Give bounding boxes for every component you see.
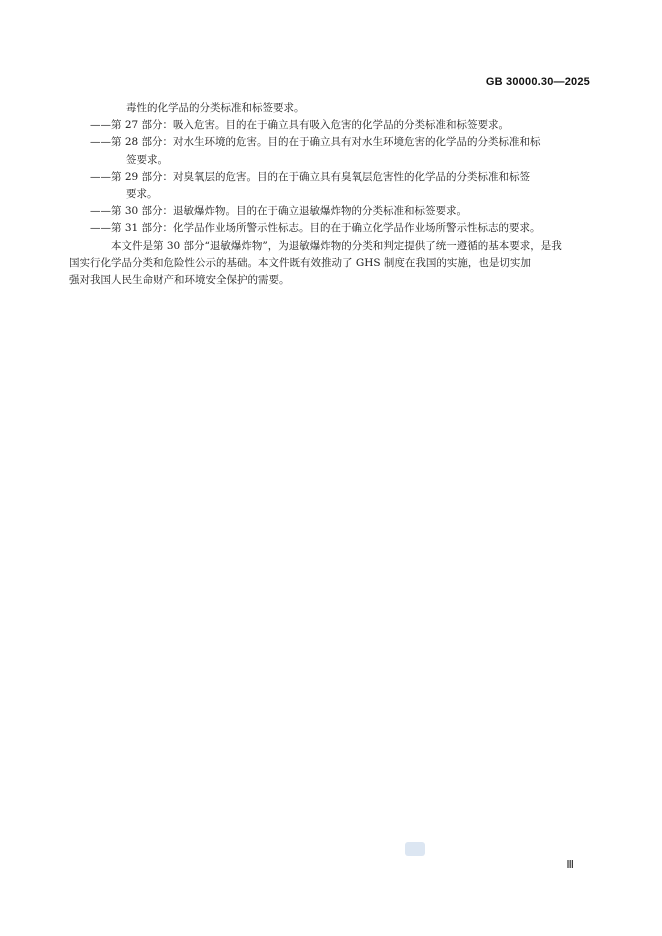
list-item-text: ——第 31 部分：化学品作业场所警示性标志。目的在于确立化学品作业场所警示性标志的要求。: [90, 222, 541, 235]
list-item-text: ——第 29 部分：对臭氧层的危害。目的在于确立具有臭氧层危害性的化学品的分类标准和标签: [90, 170, 531, 183]
page-number: Ⅲ: [566, 859, 574, 871]
list-item-text: ——第 30 部分：退敏爆炸物。目的在于确立退敏爆炸物的分类标准和标签要求。: [90, 205, 468, 218]
list-item-text: ——第 27 部分：吸入危害。目的在于确立具有吸入危害的化学品的分类标准和标签要求。: [90, 119, 510, 132]
list-item: [90, 220, 592, 237]
paragraph-line: 本文件是第 30 部分“退敏爆炸物”，为退敏爆炸物的分类和判定提供了统一遵循的基本要求，是我: [111, 239, 562, 252]
document-body: [69, 100, 592, 289]
list-item-continuation: 要求。: [126, 188, 158, 201]
list-item: [90, 117, 592, 134]
paragraph-line: 强对我国人民生命财产和环境安全保护的需要。: [69, 274, 290, 287]
watermark-logo: [405, 842, 425, 856]
list-item: [90, 203, 592, 220]
summary-paragraph: [69, 238, 592, 290]
standard-code: GB 30000.30—2025: [485, 76, 590, 88]
list-item-text: ——第 28 部分：对水生环境的危害。目的在于确立具有对水生环境危害的化学品的分类标准和标: [90, 136, 541, 149]
list-item: [90, 169, 592, 203]
paragraph-line: 国实行化学品分类和危险性公示的基础。本文件既有效推动了 GHS 制度在我国的实施，也是切实加: [69, 256, 531, 269]
list-item: [90, 134, 592, 168]
continued-line: 毒性的化学品的分类标准和标签要求。: [126, 102, 305, 114]
list-item-continuation: 签要求。: [126, 153, 168, 166]
